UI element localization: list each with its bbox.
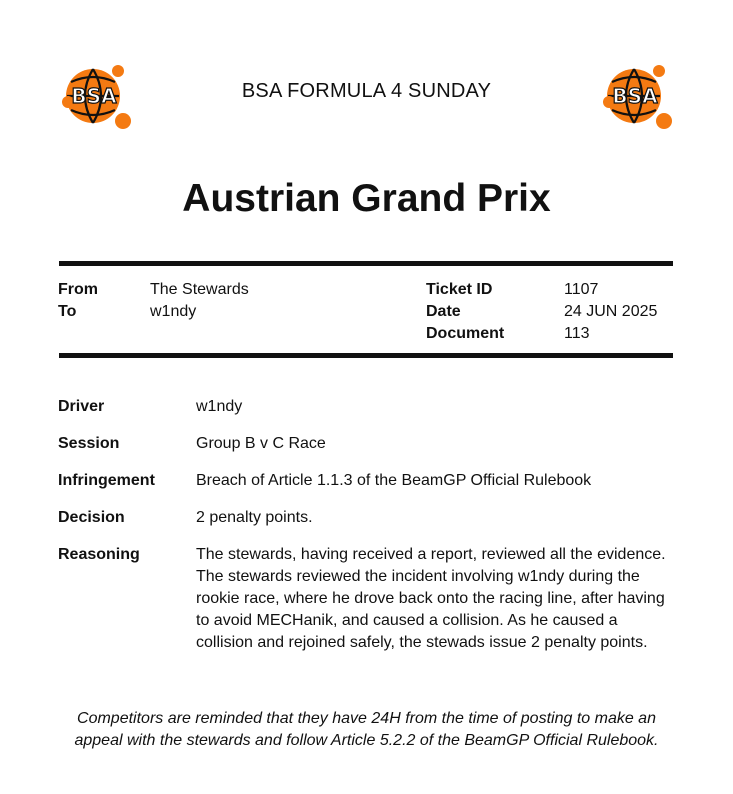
ticket-label: Ticket ID: [426, 281, 493, 298]
bsa-logo-text: BSA: [71, 84, 117, 108]
meta-row-document: [426, 323, 657, 345]
meta-row-to: [58, 301, 249, 323]
decision-details: [58, 396, 678, 669]
session-label: Session: [58, 435, 120, 452]
reasoning-value: The stewards, having received a report, reviewed all the evidence. The stewards reviewed the incident involving w1ndy during the rookie race, where he drove back onto the racing line, after having to avoid MECHanik, and caused a collision. As he caused a collision and rejoined safely, the stewads issue 2 penalty points.: [196, 546, 666, 651]
session-value: Group B v C Race: [196, 435, 326, 452]
series-name: BSA FORMULA 4 SUNDAY: [241, 80, 492, 102]
infringement-value: Breach of Article 1.1.3 of the BeamGP Official Rulebook: [196, 472, 592, 489]
to-label: To: [58, 303, 77, 320]
reasoning-label: Reasoning: [58, 546, 140, 563]
detail-row-driver: [58, 396, 678, 418]
infringement-label: Infringement: [58, 472, 155, 489]
meta-row-ticket: [426, 279, 657, 301]
detail-row-reasoning: [58, 544, 678, 654]
from-label: From: [58, 281, 98, 298]
decision-value: 2 penalty points.: [196, 509, 313, 526]
divider-bottom: [59, 353, 673, 358]
meta-left: [58, 279, 249, 323]
date-value: 24 JUN 2025: [564, 303, 658, 320]
detail-row-infringement: [58, 470, 678, 492]
driver-label: Driver: [58, 398, 105, 415]
bsa-logo-text: BSA: [612, 84, 658, 108]
meta-right: [426, 279, 657, 345]
document-label: Document: [426, 325, 505, 342]
document-value: 113: [564, 325, 590, 342]
appeal-notice: Competitors are reminded that they have 24H from the time of posting to make an appeal with the stewards and follow Article 5.2.2 of the BeamGP Official Rulebook.: [74, 710, 659, 749]
to-value: w1ndy: [150, 303, 197, 320]
meta-row-from: [58, 279, 249, 301]
decision-label: Decision: [58, 509, 125, 526]
driver-value: w1ndy: [196, 398, 243, 415]
divider-top: [59, 261, 673, 266]
from-value: The Stewards: [150, 281, 249, 298]
detail-row-session: [58, 433, 678, 455]
date-label: Date: [426, 303, 461, 320]
ticket-value: 1107: [564, 281, 599, 298]
detail-row-decision: [58, 507, 678, 529]
meta-row-date: [426, 301, 657, 323]
page-title: Austrian Grand Prix: [182, 177, 551, 220]
